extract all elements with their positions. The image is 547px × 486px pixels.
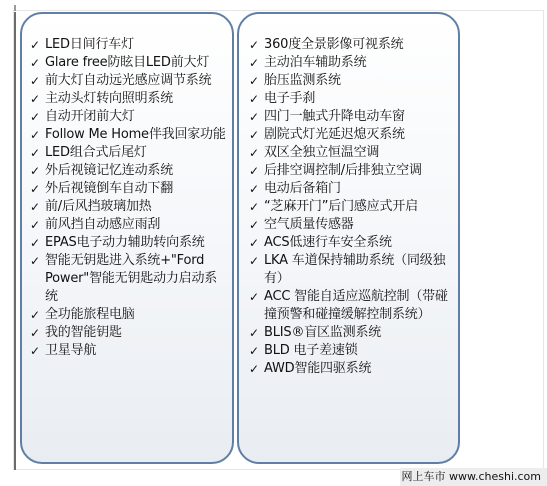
feature-label: 主动泊车辅助系统 xyxy=(264,55,367,70)
checkmark-icon: ✓ xyxy=(30,38,40,52)
checkmark-icon: ✓ xyxy=(30,236,40,250)
checkmark-icon: ✓ xyxy=(249,254,259,268)
feature-label: 胎压监测系统 xyxy=(264,73,341,88)
checkmark-icon: ✓ xyxy=(30,164,40,178)
feature-item xyxy=(30,144,226,162)
left-rule-cap xyxy=(14,5,16,11)
feature-label: 后排空调控制/后排独立空调 xyxy=(264,163,422,178)
feature-item xyxy=(30,36,226,54)
checkmark-icon: ✓ xyxy=(249,362,259,376)
feature-label: BLD 电子差速锁 xyxy=(264,343,358,358)
checkmark-icon: ✓ xyxy=(249,218,259,232)
left-feature-list xyxy=(30,36,226,360)
feature-item xyxy=(249,108,452,126)
checkmark-icon: ✓ xyxy=(249,236,259,250)
feature-item xyxy=(249,216,452,234)
feature-label: BLIS®盲区监测系统 xyxy=(264,325,382,340)
feature-label: “芝麻开门”后门感应式开启 xyxy=(264,199,418,214)
feature-label: 360度全景影像可视系统 xyxy=(264,37,404,52)
feature-item xyxy=(249,288,452,324)
site-watermark: 网上车市 www.cheshi.com xyxy=(400,468,547,486)
feature-label: 前大灯自动远光感应调节系统 xyxy=(45,73,212,88)
checkmark-icon: ✓ xyxy=(249,146,259,160)
feature-label: 前风挡自动感应雨刮 xyxy=(45,217,161,232)
feature-label: 电子手刹 xyxy=(264,91,316,106)
checkmark-icon: ✓ xyxy=(249,344,259,358)
checkmark-icon: ✓ xyxy=(30,92,40,106)
checkmark-icon: ✓ xyxy=(249,164,259,178)
feature-label: AWD智能四驱系统 xyxy=(264,361,372,376)
feature-label: 自动开闭前大灯 xyxy=(45,109,135,124)
checkmark-icon: ✓ xyxy=(30,128,40,142)
checkmark-icon: ✓ xyxy=(30,344,40,358)
feature-label: 双区全独立恒温空调 xyxy=(264,145,380,160)
feature-label: ACS低速行车安全系统 xyxy=(264,235,392,250)
feature-label: 外后视镜倒车自动下翻 xyxy=(45,181,174,196)
feature-label: 四门一触式升降电动车窗 xyxy=(264,109,405,124)
feature-label: EPAS电子动力辅助转向系统 xyxy=(45,235,205,250)
checkmark-icon: ✓ xyxy=(30,182,40,196)
feature-label: LED日间行车灯 xyxy=(45,37,134,52)
left-rule xyxy=(14,12,16,470)
feature-label: Follow Me Home伴我回家功能 xyxy=(45,127,226,142)
checkmark-icon: ✓ xyxy=(30,218,40,232)
feature-label: 我的智能钥匙 xyxy=(45,325,122,340)
feature-label: 前/后风挡玻璃加热 xyxy=(45,199,152,214)
feature-item xyxy=(30,234,226,252)
feature-item xyxy=(30,198,226,216)
feature-item xyxy=(249,90,452,108)
feature-label: 外后视镜记忆连动系统 xyxy=(45,163,174,178)
checkmark-icon: ✓ xyxy=(249,326,259,340)
feature-item xyxy=(249,198,452,216)
feature-item xyxy=(30,252,226,306)
feature-label: 主动头灯转向照明系统 xyxy=(45,91,174,106)
feature-label: 剧院式灯光延迟熄灭系统 xyxy=(264,127,405,142)
feature-item xyxy=(30,306,226,324)
feature-item xyxy=(249,54,452,72)
checkmark-icon: ✓ xyxy=(249,200,259,214)
checkmark-icon: ✓ xyxy=(30,200,40,214)
checkmark-icon: ✓ xyxy=(30,56,40,70)
feature-item xyxy=(30,72,226,90)
feature-label: 电动后备箱门 xyxy=(264,181,341,196)
checkmark-icon: ✓ xyxy=(249,182,259,196)
checkmark-icon: ✓ xyxy=(249,290,259,304)
checkmark-icon: ✓ xyxy=(249,74,259,88)
feature-item xyxy=(30,54,226,72)
checkmark-icon: ✓ xyxy=(30,110,40,124)
feature-label: LED组合式后尾灯 xyxy=(45,145,147,160)
feature-item xyxy=(249,144,452,162)
feature-item xyxy=(30,324,226,342)
feature-item xyxy=(249,162,452,180)
checkmark-icon: ✓ xyxy=(249,92,259,106)
feature-item xyxy=(30,180,226,198)
checkmark-icon: ✓ xyxy=(30,74,40,88)
checkmark-icon: ✓ xyxy=(249,56,259,70)
checkmark-icon: ✓ xyxy=(30,326,40,340)
checkmark-icon: ✓ xyxy=(30,254,40,268)
feature-item xyxy=(249,324,452,342)
checkmark-icon: ✓ xyxy=(249,38,259,52)
feature-label: 全功能旅程电脑 xyxy=(45,307,135,322)
feature-label: LKA 车道保持辅助系统（同级独有） xyxy=(264,253,446,286)
feature-item xyxy=(30,90,226,108)
feature-item xyxy=(249,180,452,198)
feature-item xyxy=(249,234,452,252)
feature-item xyxy=(30,162,226,180)
feature-item xyxy=(249,342,452,360)
feature-item xyxy=(30,216,226,234)
checkmark-icon: ✓ xyxy=(30,308,40,322)
feature-item xyxy=(30,126,226,144)
feature-item xyxy=(249,360,452,378)
feature-item xyxy=(249,36,452,54)
checkmark-icon: ✓ xyxy=(249,110,259,124)
checkmark-icon: ✓ xyxy=(30,146,40,160)
feature-label: 卫星导航 xyxy=(45,343,97,358)
checkmark-icon: ✓ xyxy=(249,128,259,142)
feature-label: 智能无钥匙进入系统+"Ford Power"智能无钥匙动力启动系统 xyxy=(45,253,218,304)
feature-label: Glare free防眩目LED前大灯 xyxy=(45,55,210,70)
feature-item xyxy=(30,108,226,126)
right-feature-panel xyxy=(237,12,460,464)
feature-label: 空气质量传感器 xyxy=(264,217,354,232)
feature-label: ACC 智能自适应巡航控制（带碰撞预警和碰撞缓解控制系统） xyxy=(264,289,448,322)
feature-item xyxy=(249,126,452,144)
feature-item xyxy=(249,72,452,90)
feature-item xyxy=(30,342,226,360)
left-feature-panel xyxy=(20,12,234,464)
feature-item xyxy=(249,252,452,288)
right-feature-list xyxy=(249,36,452,378)
